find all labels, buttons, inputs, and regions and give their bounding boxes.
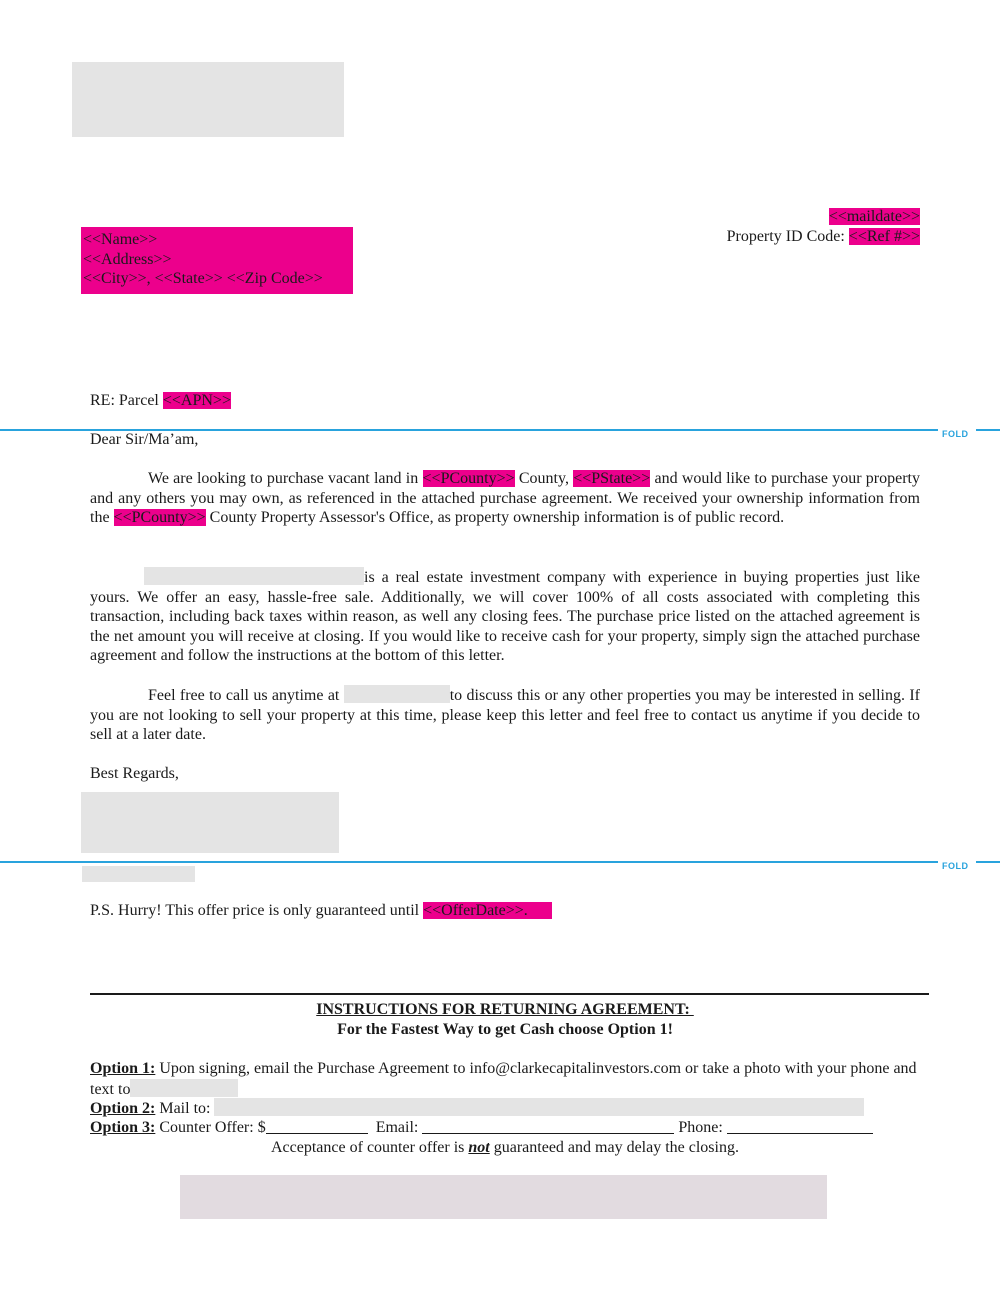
pcounty-field-2: <<PCounty>> — [113, 509, 206, 527]
recipient-name: <<Name>> — [83, 231, 158, 248]
instructions-title: INSTRUCTIONS FOR RETURNING AGREEMENT: — [316, 1001, 694, 1018]
pstate-field: <<PState>> — [573, 470, 651, 487]
counter-offer-blank[interactable] — [266, 1119, 368, 1134]
signer-name-redaction — [82, 866, 195, 882]
mail-address-redaction — [214, 1098, 864, 1116]
greeting: Dear Sir/Ma’am, — [90, 431, 199, 448]
pcounty-field: <<PCounty>> — [422, 470, 515, 487]
closing: Best Regards, — [90, 765, 179, 782]
logo-redaction — [72, 62, 344, 137]
option-3: Option 3: Counter Offer: $ Email: Phone: — [90, 1118, 930, 1138]
apn-field: <<APN>> — [162, 392, 231, 409]
paragraph-1: We are looking to purchase vacant land in <<PCounty>> County, <<PState>> and would like to purchase your property and any others you may own, as referenced in the attached purchase agreement. We received your ownership information from the <<PCounty>> County Property Assessor's Office, as property ownership information is of public record. — [90, 470, 921, 527]
fold-line-bottom-end — [976, 861, 1000, 863]
text-number-redaction — [130, 1079, 238, 1097]
re-label: RE: Parcel — [90, 392, 163, 409]
fold-label-top: FOLD — [942, 429, 969, 439]
maildate-field: <<maildate>> — [828, 208, 920, 225]
option-2: Option 2: Mail to: — [90, 1098, 920, 1119]
phone-blank[interactable] — [727, 1119, 873, 1134]
footer-redaction — [180, 1175, 827, 1219]
fold-line-bottom — [0, 861, 938, 863]
paragraph-2: is a real estate investment company with experience in buying properties just like yours. We offer an easy, hassle-free sale. Additionally, we will cover 100% of all costs associated with completing this transaction, including back taxes within reason, as well any closing fees. The purchase price listed on the attached agreement is the net amount you will receive at closing. If you would like to receive cash for your property, simply sign the attached purchase agreement and follow the instructions at the bottom of this letter. — [90, 569, 920, 665]
property-id-label: Property ID Code: — [726, 228, 849, 245]
fold-label-bottom: FOLD — [942, 861, 969, 871]
signature-redaction — [81, 792, 339, 853]
option-1: Option 1: Upon signing, email the Purchase Agreement to info@clarkecapitalinvestors.com or take a photo with your phone and text to — [90, 1060, 917, 1098]
re-line — [90, 391, 231, 411]
phone-redaction — [344, 685, 450, 703]
fold-line-top-end — [976, 429, 1000, 431]
offer-date-field: <<OfferDate>>. — [423, 902, 552, 919]
recipient-address-block — [81, 227, 353, 294]
acceptance-note: Acceptance of counter offer is not guaranteed and may delay the closing. — [271, 1139, 739, 1156]
instructions-divider — [90, 993, 929, 995]
company-name-redaction — [144, 567, 364, 585]
email-blank[interactable] — [422, 1119, 674, 1134]
property-id-line — [727, 227, 920, 247]
ref-field: <<Ref #>> — [848, 228, 920, 245]
instructions-subtitle: For the Fastest Way to get Cash choose Option 1! — [337, 1021, 673, 1038]
paragraph-3: Feel free to call us anytime at to discuss this or any other properties you may be interested in selling. If you are not looking to sell your property at this time, please keep this letter and feel free to contact us anytime if you decide to sell at a later date. — [90, 687, 920, 744]
maildate-line — [829, 207, 920, 227]
ps-line: P.S. Hurry! This offer price is only guaranteed until <<OfferDate>>. — [90, 901, 552, 921]
recipient-city-state-zip: <<City>>, <<State>> <<Zip Code>> — [83, 270, 323, 288]
recipient-address: <<Address>> — [83, 250, 172, 268]
